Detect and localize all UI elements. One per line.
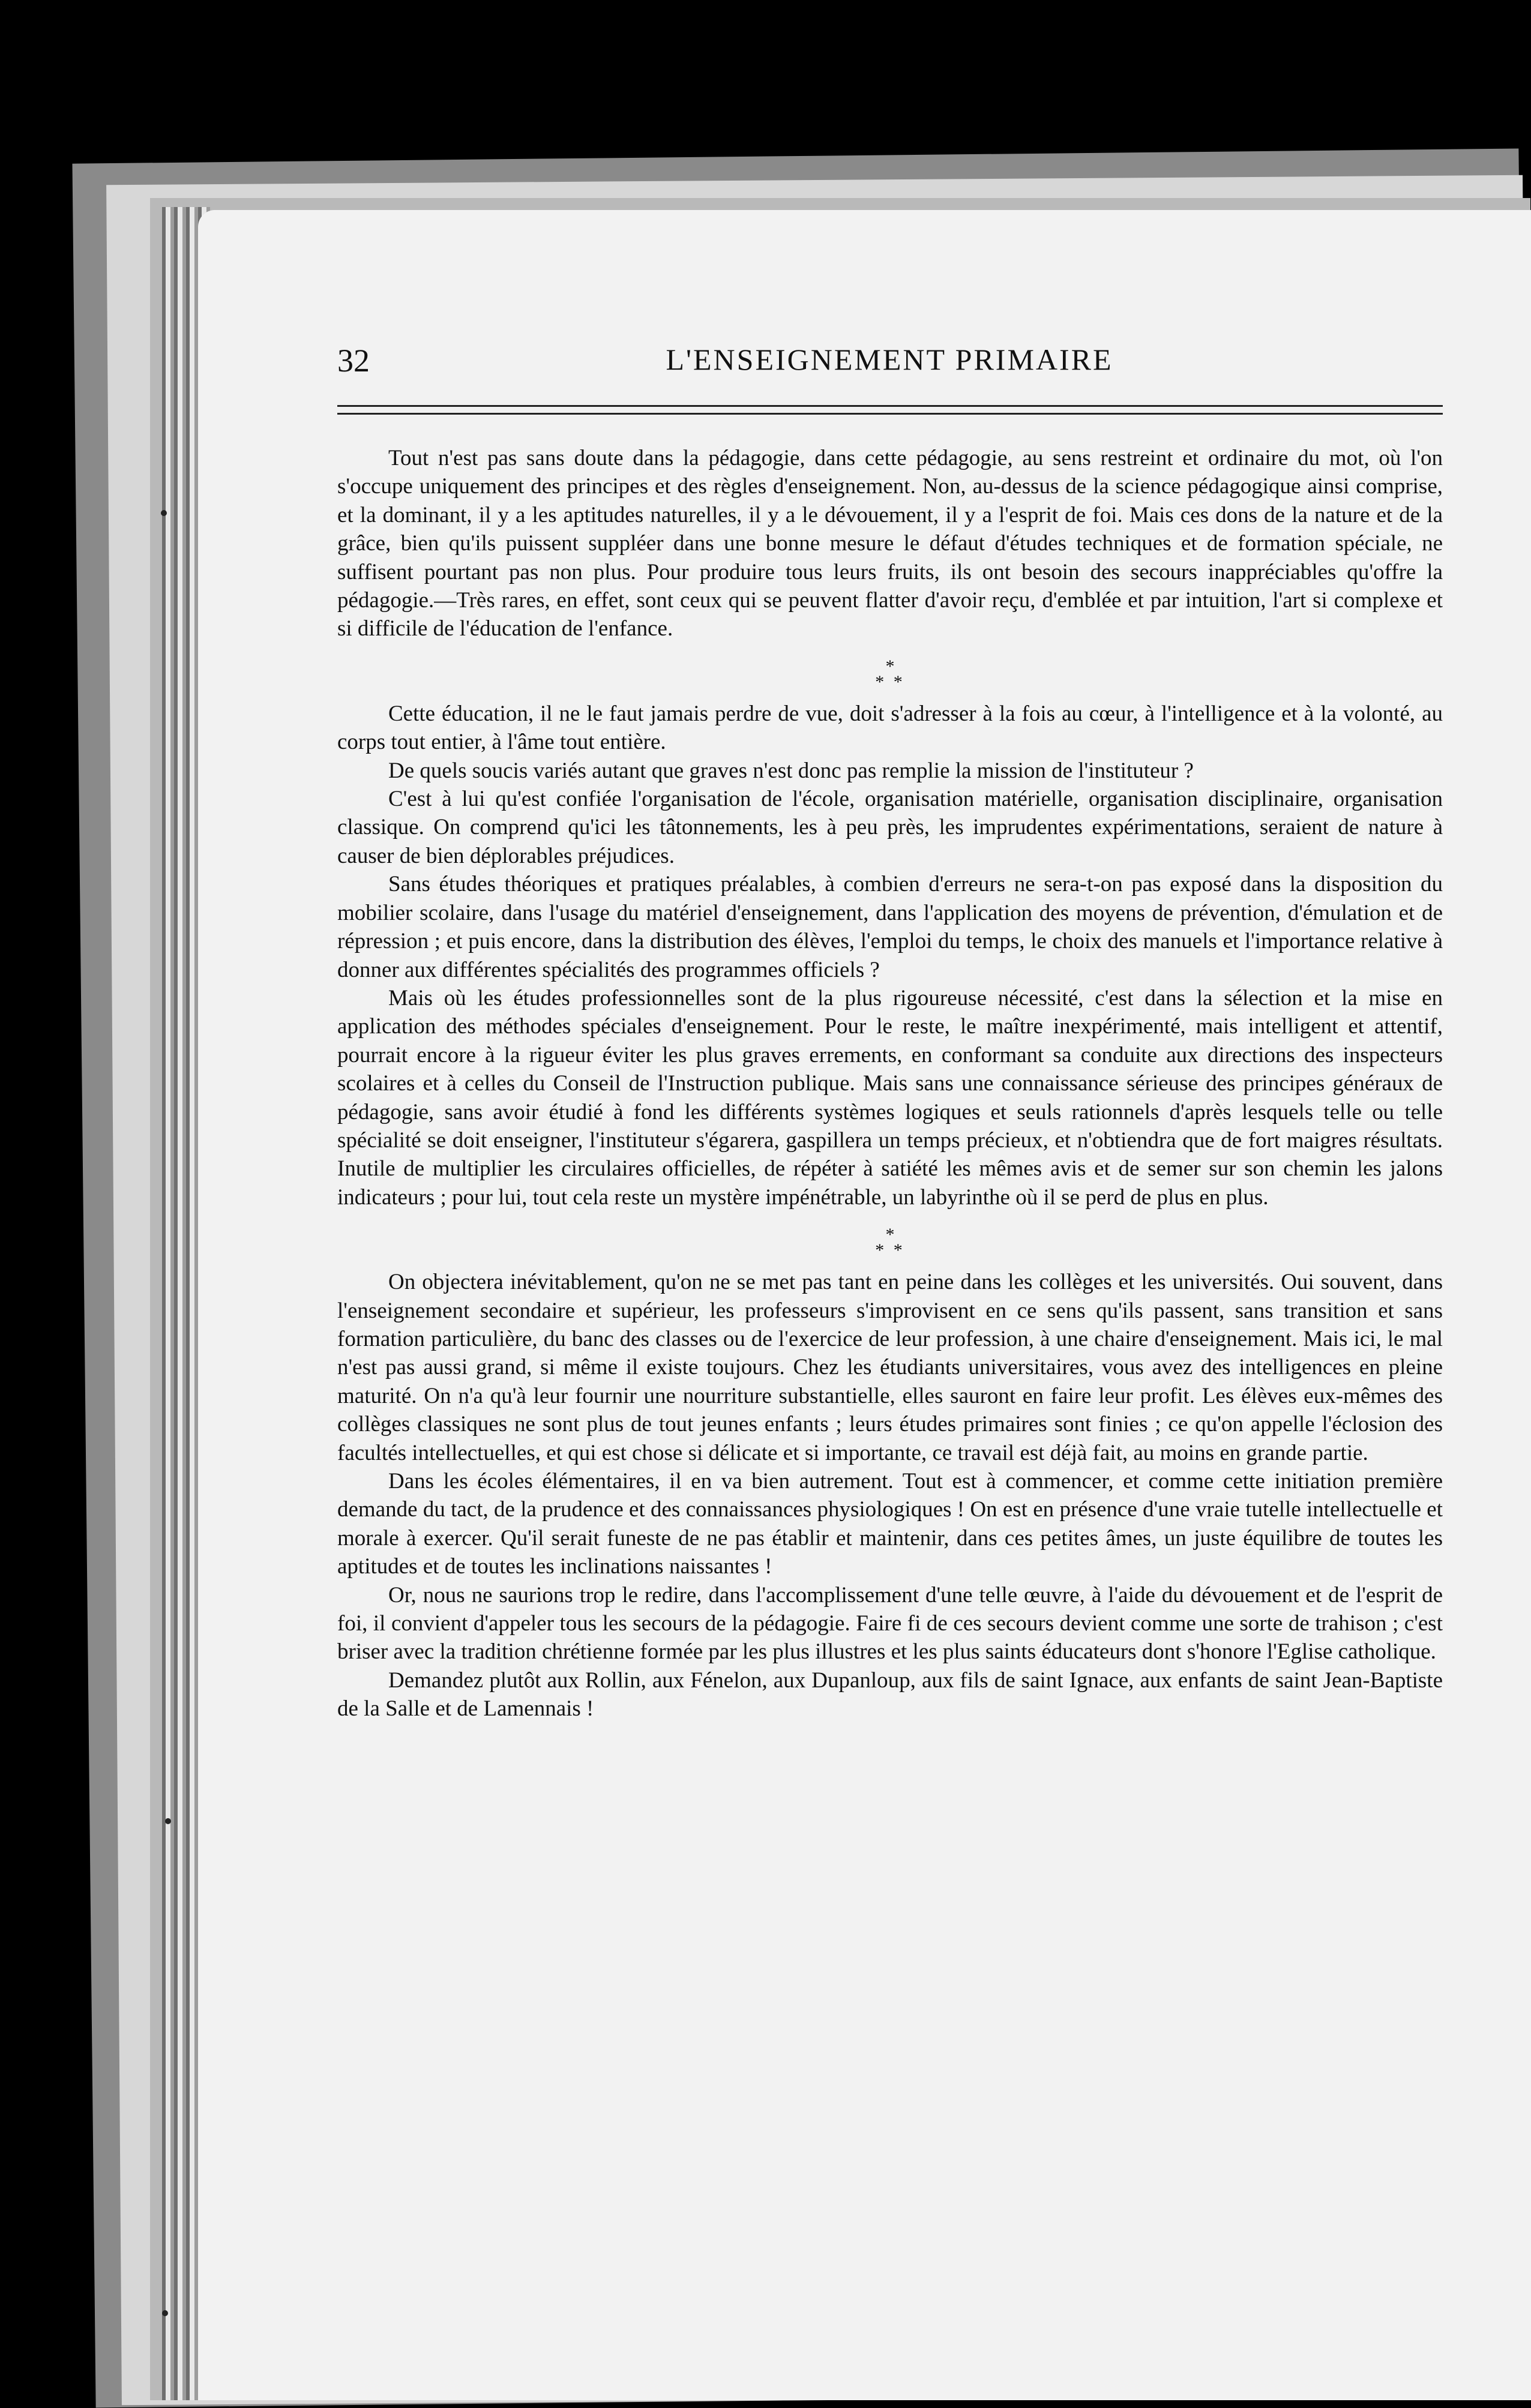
paragraph: On objectera inévitablement, qu'on ne se met pas tant en peine dans les collèges et les universités. Oui souvent, dans l'enseignement secondaire et supérieur, les professeurs s'improvisent en ce sens qu'ils passent, sans transition et sans formation particulière, du banc des classes ou de l'exercice de leur profession, à une chaire d'enseignement. Mais ici, le mal n'est pas aussi grand, si même il existe toujours. Chez les étudiants universitaires, vous avez des intelligences en pleine maturité. On n'a qu'à leur fournir une nourriture substantielle, elles sauront en faire leur profit. Les élèves eux-mêmes des collèges classiques ne sont plus de tout jeunes enfants ; leurs études primaires sont finies ; ce qu'on appelle l'éclosion des facultés intellectuelles, et qui est chose si délicate et si importante, ce travail est déjà fait, au moins en grande partie. (337, 1270, 1443, 1465)
asterism-top: * (885, 656, 895, 676)
paragraph: Demandez plutôt aux Rollin, aux Fénelon, aux Dupanloup, aux fils de saint Ignace, aux enfants de saint Jean-Baptiste de la Salle et de Lamennais ! (337, 1668, 1443, 1722)
paragraph: Or, nous ne saurions trop le redire, dans l'accomplissement d'une telle œuvre, à l'aide du dévouement et de l'esprit de foi, il convient d'appeler tous les secours de la pédagogie. Faire fi de ces secours devient comme une sorte de trahison ; c'est briser avec la tradition chrétienne formée par les plus illustres et les plus saints éducateurs dont s'honore l'Eglise catholique. (337, 1582, 1443, 1665)
paragraph: Tout n'est pas sans doute dans la pédagogie, dans cette pédagogie, au sens restreint et ordinaire du mot, où l'on s'occupe uniquement des principes et des règles d'enseignement. Non, au-dessus de la science pédagogique ainsi comprise, et la dominant, il y a les aptitudes naturelles, il y a le dévouement, il y a l'esprit de foi. Mais ces dons de la nature et de la grâce, bien qu'ils puissent suppléer dans une bonne mesure le défaut d'études techniques et de formation spéciale, ne suffisent pourtant pas non plus. Pour produire tous leurs fruits, ils ont besoin des secours inappréciables qu'offre la pédagogie.—Très rares, en effet, sont ceux qui se peuvent flatter d'avoir reçu, d'emblée et par intuition, l'art si complexe et si difficile de l'éducation de l'enfance. (337, 446, 1443, 641)
paragraph: De quels soucis variés autant que graves n'est donc pas remplie la mission de l'instituteur ? (388, 758, 1194, 783)
paragraph: C'est à lui qu'est confiée l'organisation de l'école, organisation matérielle, organisation disciplinaire, organisation classique. On comprend qu'ici les tâtonnements, les à peu près, les imprudentes expérimentations, seraient de nature à causer de bien déplorables préjudices. (337, 787, 1443, 868)
section-separator (337, 643, 1443, 700)
ink-speck (162, 2310, 168, 2316)
header-rule-bottom (337, 413, 1443, 415)
ink-speck (165, 1818, 171, 1824)
paragraph: Sans études théoriques et pratiques préalables, à combien d'erreurs ne sera-t-on pas exposé dans la disposition du mobilier scolaire, dans l'usage du matériel d'enseignement, dans l'application des moyens de prévention, d'émulation et de répression ; et puis encore, dans la distribution des élèves, l'emploi du temps, le choix des manuels et l'importance relative à donner aux différentes spécialités des programmes officiels ? (337, 872, 1443, 982)
header-rule-top (337, 405, 1443, 407)
running-title: L'ENSEIGNEMENT PRIMAIRE (666, 343, 1113, 376)
asterism-bottom: * * (875, 671, 905, 692)
page-number: 32 (337, 343, 370, 379)
body-text (337, 444, 1443, 1723)
section-separator (337, 1212, 1443, 1268)
paragraph: Cette éducation, il ne le faut jamais perdre de vue, doit s'adresser à la fois au cœur, à l'intelligence et à la volonté, au corps tout entier, à l'âme tout entière. (337, 701, 1443, 755)
page-header (337, 342, 1442, 384)
asterism-bottom: * * (875, 1240, 905, 1261)
book-page (198, 210, 1531, 2400)
paragraph: Mais où les études professionnelles sont de la plus rigoureuse nécessité, c'est dans la sélection et la mise en application des méthodes spéciales d'enseignement. Pour le reste, le maître inexpérimenté, mais intelligent et attentif, pourrait encore à la rigueur éviter les plus graves errements, en conformant sa conduite aux directions des inspecteurs scolaires et à celles du Conseil de l'Instruction publique. Mais sans une connaissance sérieuse des principes généraux de pédagogie, sans avoir étudié à fond les différents systèmes logiques et seuls rationnels d'après lesquels telle ou telle spécialité se doit enseigner, l'instituteur s'égarera, gaspillera un temps précieux, et n'obtiendra que de fort maigres résultats. Inutile de multiplier les circulaires officielles, de répéter à satiété les mêmes avis et de semer sur son chemin les jalons indicateurs ; pour lui, tout cela reste un mystère impénétrable, un labyrinthe où il se perd de plus en plus. (337, 985, 1443, 1210)
ink-speck (161, 510, 167, 516)
asterism-top: * (885, 1225, 895, 1245)
paragraph: Dans les écoles élémentaires, il en va bien autrement. Tout est à commencer, et comme cette initiation première demande du tact, de la prudence et des connaissances physiologiques ! On est en présence d'une vraie tutelle intellectuelle et morale à exercer. Qu'il serait funeste de ne pas établir et maintenir, dans ces petites âmes, un juste équilibre de toutes les aptitudes et de toutes les inclinations naissantes ! (337, 1469, 1443, 1579)
